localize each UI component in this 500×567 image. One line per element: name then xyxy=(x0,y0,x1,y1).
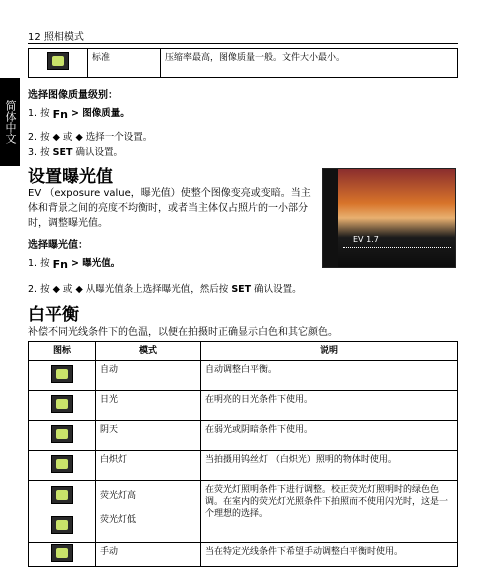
wb-daylight-icon xyxy=(51,395,73,413)
header-rule xyxy=(28,43,458,44)
exposure-title: 设置曝光值 xyxy=(28,167,113,187)
mode-cell: 日光 xyxy=(96,391,201,421)
wb-cloudy-icon xyxy=(51,425,73,443)
step-text: 确认设置。 xyxy=(254,284,302,295)
col-icon-header: 图标 xyxy=(29,342,96,361)
quality-step-3 xyxy=(28,144,123,158)
table-header-row xyxy=(29,342,458,361)
col-desc-header: 说明 xyxy=(201,342,458,361)
mode-cell: 自动 xyxy=(96,361,201,391)
quality-table xyxy=(28,48,458,78)
set-button-icon: SET xyxy=(231,284,252,295)
desc-cell: 在荧光灯照明条件下进行调整。校正荧光灯照明时的绿色色调。在室内的荧光灯光照条件下拍照而不使用闪光时，这是一个理想的选择。 xyxy=(201,481,458,543)
language-tab: 简体中文 xyxy=(0,78,20,166)
exposure-step-1 xyxy=(28,255,120,269)
ev-readout: EV 1.7 xyxy=(353,235,379,244)
quality-steps-title: 选择图像质量级别： xyxy=(28,90,118,101)
table-row xyxy=(29,451,458,481)
desc-cell: 在明亮的日光条件下使用。 xyxy=(201,391,458,421)
desc-cell: 当拍摄用钨丝灯 （白炽光）照明的物体时使用。 xyxy=(201,451,458,481)
set-button-icon: SET xyxy=(52,147,73,158)
description-cell: 压缩率最高，图像质量一般。文件大小最小。 xyxy=(161,49,458,78)
step-text: 2. 按 ◆ 或 ◆ 从曝光值条上选择曝光值，然后按 xyxy=(28,284,229,295)
exposure-sub-title: 选择曝光值： xyxy=(28,240,88,251)
quality-step-2: 2. 按 ◆ 或 ◆ 选择一个设置。 xyxy=(28,132,153,143)
page-header xyxy=(28,28,84,43)
section-title: 照相模式 xyxy=(43,32,84,43)
table-row xyxy=(29,421,458,451)
wb-intro: 补偿不同光线条件下的色温，以便在拍摄时正确显示白色和其它颜色。 xyxy=(28,327,338,338)
wb-fluorescent-low-icon xyxy=(51,516,73,534)
exposure-step-2 xyxy=(28,281,302,295)
mode-cell: 手动 xyxy=(96,543,201,567)
wb-tungsten-icon xyxy=(51,455,73,473)
mode-text: 荧光灯高 xyxy=(100,491,137,501)
mode-cell: 白炽灯 xyxy=(96,451,201,481)
step-text: 3. 按 xyxy=(28,147,50,158)
step-text: 1. 按 xyxy=(28,258,50,269)
exposure-body: EV （exposure value，曝光值）使整个图像变亮或变暗。当主体和背景之间的亮度不均衡时，或者当主体仅占照片的一小部分时，调整曝光值。 xyxy=(28,188,311,229)
table-row xyxy=(29,49,458,78)
wb-table xyxy=(28,341,458,567)
table-row xyxy=(29,481,458,543)
step-text: > 图像质量。 xyxy=(71,108,130,119)
camera-menu-bar xyxy=(323,169,338,267)
ev-scale xyxy=(343,247,451,256)
table-row xyxy=(29,543,458,567)
desc-cell: 自动调整白平衡。 xyxy=(201,361,458,391)
step-text: 1. 按 xyxy=(28,108,50,119)
camera-screen-image xyxy=(322,168,456,268)
col-mode-header: 模式 xyxy=(96,342,201,361)
table-row xyxy=(29,391,458,421)
wb-auto-icon xyxy=(51,365,73,383)
mode-text: 荧光灯低 xyxy=(100,515,137,525)
mode-cell: 标准 xyxy=(88,49,161,78)
step-text: 确认设置。 xyxy=(75,147,123,158)
desc-cell: 在弱光或阴暗条件下使用。 xyxy=(201,421,458,451)
wb-title: 白平衡 xyxy=(28,305,79,325)
mode-cell: 阴天 xyxy=(96,421,201,451)
quality-step-1 xyxy=(28,105,130,119)
wb-fluorescent-high-icon xyxy=(51,486,73,504)
step-text: > 曝光值。 xyxy=(71,258,121,269)
quality-normal-icon xyxy=(47,52,69,70)
table-row xyxy=(29,361,458,391)
page-number: 12 xyxy=(28,32,41,43)
fn-button-icon: Fn xyxy=(52,258,68,271)
mode-cell xyxy=(96,481,201,543)
desc-cell: 当在特定光线条件下希望手动调整白平衡时使用。 xyxy=(201,543,458,567)
fn-button-icon: Fn xyxy=(52,108,68,121)
wb-manual-icon xyxy=(51,544,73,562)
